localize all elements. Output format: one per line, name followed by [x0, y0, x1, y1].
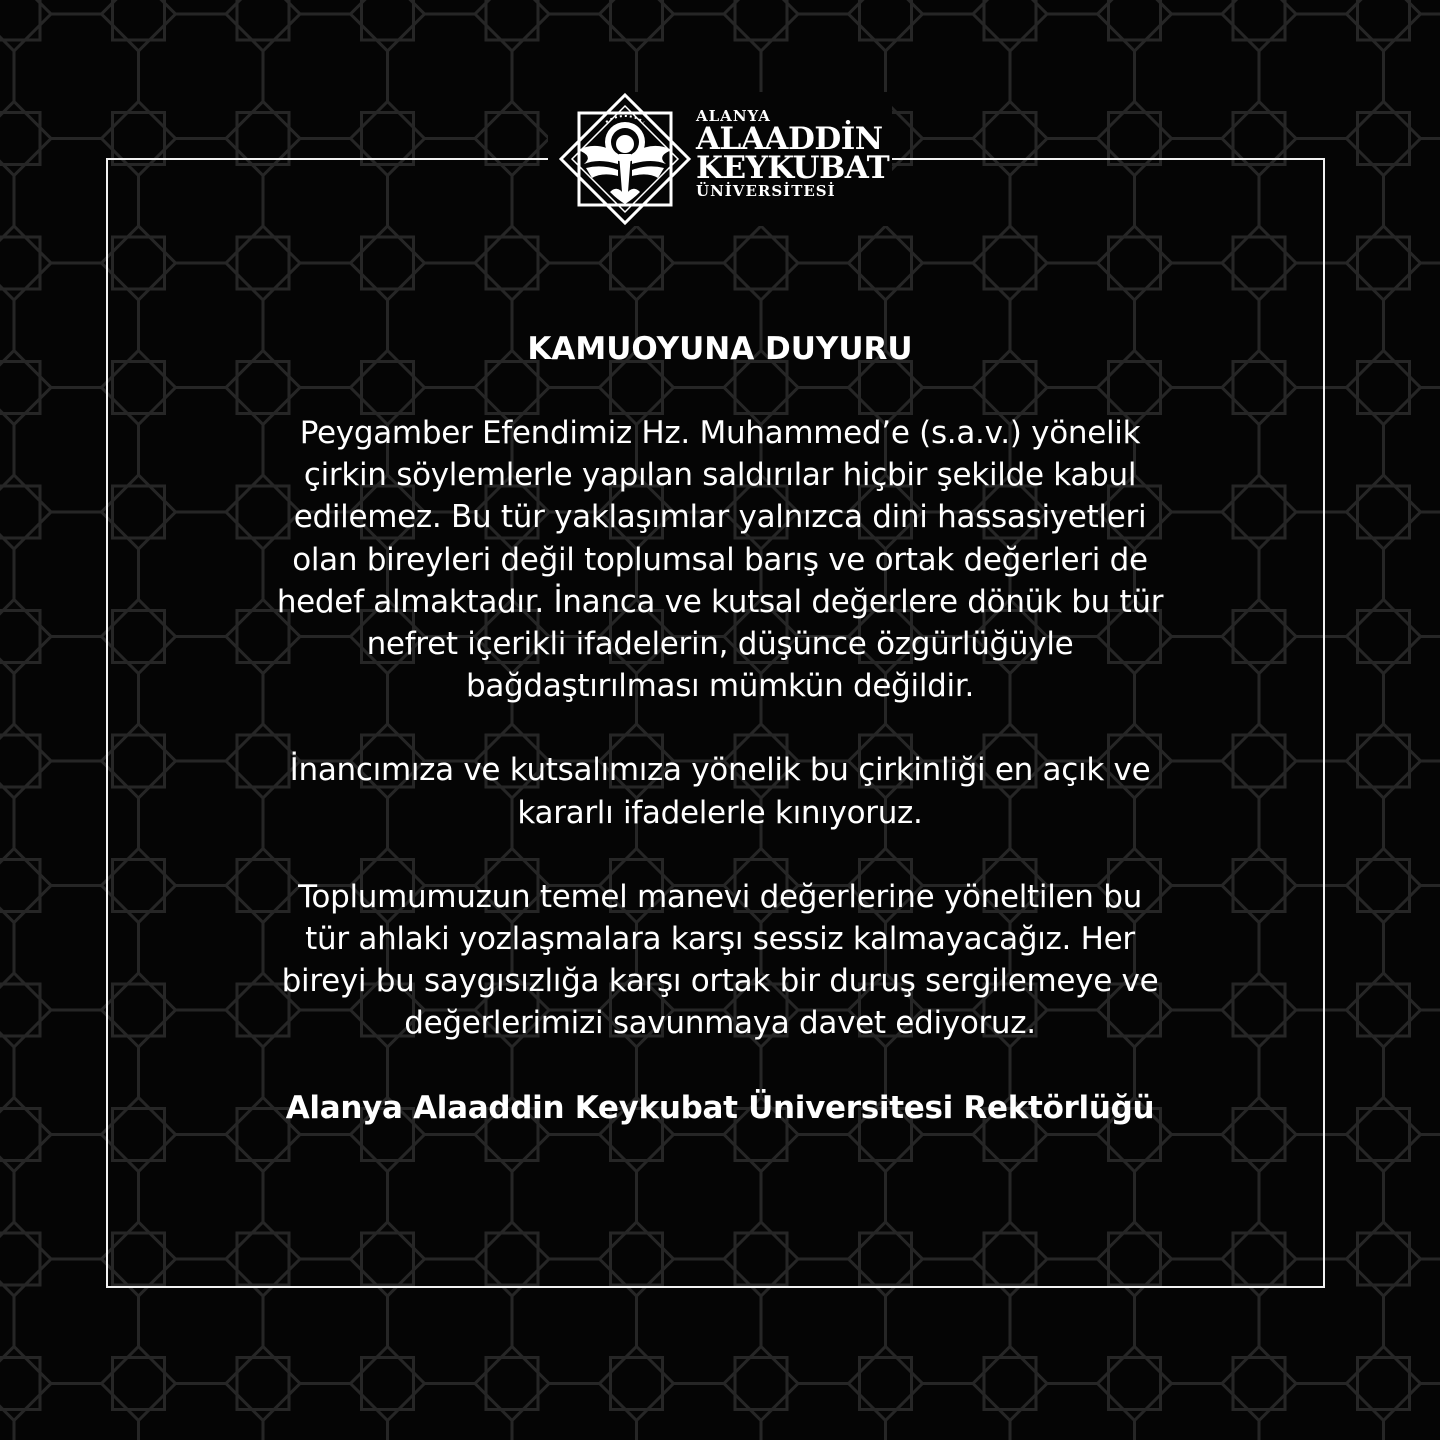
- logo-line-alaaddin: ALAADDİN: [696, 121, 883, 157]
- announcement-paragraph: İnancımıza ve kutsalımıza yönelik bu çirkinliği en açık ve kararlı ifadelerle kınıyoruz.: [289, 752, 1151, 831]
- announcement-content: [180, 328, 1260, 1129]
- university-name: [696, 107, 890, 200]
- announcement-paragraph: Toplumumuzun temel manevi değerlerine yöneltilen bu tür ahlaki yozlaşmalara karşı sessiz kalmayacağız. Her bireyi bu saygısızlığa karşı ortak bir duruş sergilemeye ve değerlerimizi savunmaya davet ediyoruz.: [281, 878, 1159, 1042]
- university-emblem-icon: [558, 92, 692, 226]
- announcement-paragraph: Peygamber Efendimiz Hz. Muhammed’e (s.a.v.) yönelik çirkin söylemlerle yapılan saldırılar hiçbir şekilde kabul edilemez. Bu tür yaklaşımlar yalnızca dini hassasiyetleri olan bireyleri değil toplumsal barış ve ortak değerleri de hedef almaktadır. İnanca ve kutsal değerlere dönük bu tür nefret içerikli ifadelerin, düşünce özgürlüğüyle bağdaştırılması mümkün değildir.: [276, 415, 1164, 705]
- announcement-signature: Alanya Alaaddin Keykubat Üniversitesi Rektörlüğü: [285, 1089, 1155, 1126]
- university-logo: [548, 92, 892, 226]
- logo-line-keykubat: KEYKUBAT: [696, 150, 890, 186]
- logo-line-universitesi: ÜNİVERSİTESİ: [696, 182, 836, 200]
- logo-line-alanya: ALANYA: [696, 107, 771, 125]
- announcement-title: KAMUOYUNA DUYURU: [527, 331, 913, 367]
